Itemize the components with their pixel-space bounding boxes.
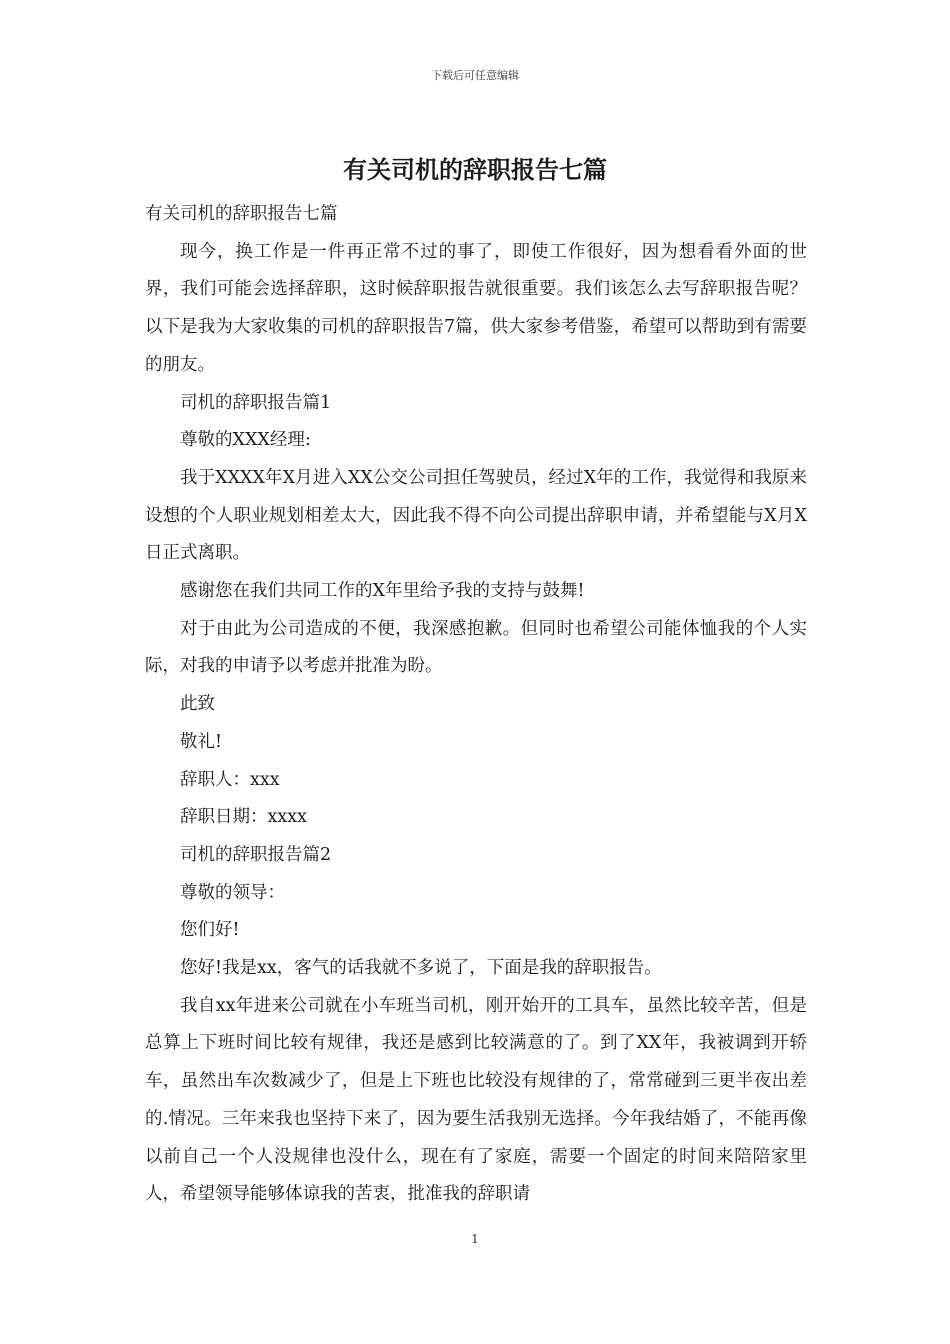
subtitle-paragraph: 有关司机的辞职报告七篇 (145, 204, 338, 224)
signature-name: 辞职人：xxx (180, 769, 280, 790)
signature-date: 辞职日期：xxxx (180, 807, 307, 828)
body-paragraph: 我自xx年进来公司就在小车班当司机，刚开始开的工具车，虽然比较辛苦，但是总算上下班时间比较有规律，我还是感到比较满意的了。到了XX年，我被调到开轿车，虽然出车次数减少了，但是上下班也比较没有规律的了，常常碰到三更半夜出差的.情况。三年来我也坚持下来了，因为要生活我别无选择。今年我结婚了，不能再像以前自己一个人没规律也没什么，现在有了家庭，需要一个固定的时间来陪陪家里人，希望领导能够体谅我的苦衷，批准我的辞职请 (145, 995, 807, 1205)
section-heading-2: 司机的辞职报告篇2 (180, 844, 332, 865)
greeting-line: 您们好! (180, 920, 240, 941)
header-note: 下载后可任意编辑 (431, 69, 519, 82)
closing-line: 此致 (180, 694, 215, 715)
body-paragraph: 感谢您在我们共同工作的X年里给予我的支持与鼓舞! (180, 581, 585, 602)
page-number: 1 (471, 1232, 479, 1246)
body-paragraph: 您好!我是xx，客气的话我就不多说了，下面是我的辞职报告。 (180, 958, 662, 979)
salutation-2: 尊敬的领导： (180, 882, 285, 903)
document-title: 有关司机的辞职报告七篇 (343, 155, 607, 184)
section-heading-1: 司机的辞职报告篇1 (180, 392, 332, 413)
closing-line: 敬礼! (180, 731, 223, 752)
body-paragraph: 对于由此为公司造成的不便，我深感抱歉。但同时也希望公司能体恤我的个人实际，对我的申请予以考虑并批准为盼。 (145, 618, 807, 677)
document-body (145, 196, 807, 1214)
intro-paragraph: 现今，换工作是一件再正常不过的事了，即使工作很好，因为想看看外面的世界，我们可能会选择辞职，这时候辞职报告就很重要。我们该怎么去写辞职报告呢？以下是我为大家收集的司机的辞职报告7篇，供大家参考借鉴，希望可以帮助到有需要的朋友。 (145, 241, 807, 375)
body-paragraph: 我于XXXX年X月进入XX公交公司担任驾驶员，经过X年的工作，我觉得和我原来设想的个人职业规划相差太大，因此我不得不向公司提出辞职申请，并希望能与X月X日正式离职。 (145, 467, 807, 564)
salutation-1: 尊敬的XXX经理: (180, 430, 311, 451)
